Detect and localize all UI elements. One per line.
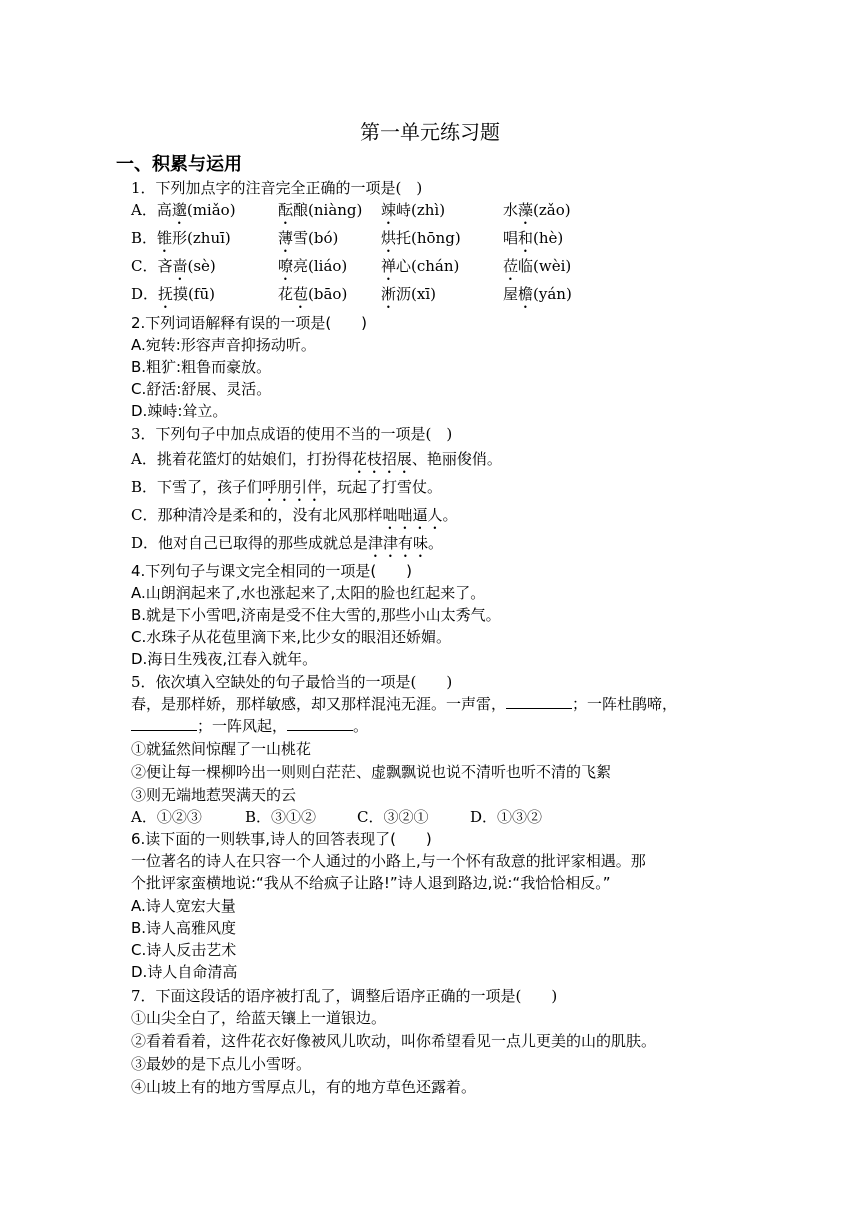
q5-text2: ；一阵杜鹃啼，: [572, 695, 678, 713]
q1-word-prefix: 花: [278, 285, 294, 303]
q7-stem: 7．下面这段话的语序被打乱了，调整后语序正确的一项是( ): [131, 987, 558, 1005]
q5-sentence-1: ①就猛然间惊醒了一山桃花: [131, 740, 312, 758]
q5-option-d: D．①③②: [470, 808, 543, 826]
q2-stem: 2.下列词语解释有误的一项是( ): [131, 314, 368, 332]
q3-a-tail: 、艳丽俊俏。: [411, 450, 502, 468]
q1-dotted-character: 禅: [381, 257, 397, 275]
q1-word-suffix: 沥(xī): [396, 285, 436, 303]
q2-option-a: A.宛转:形容声音抑扬动听。: [131, 336, 316, 354]
q5-blank-2: [131, 716, 197, 731]
q1-dotted-character: 酝: [278, 201, 294, 219]
q1-word-suffix: 酿(niàng): [293, 201, 363, 219]
q1-option-d-word-2: [278, 284, 347, 312]
q1-dotted-character: 薄: [278, 229, 294, 247]
page-title: 第一单元练习题: [360, 120, 500, 144]
q6-stem: 6.读下面的一则轶事,诗人的回答表现了( ): [131, 830, 432, 848]
q7-sentence-3: ③最妙的是下点儿小雪呀。: [131, 1055, 312, 1073]
q1-dotted-character: 嘹: [278, 257, 294, 275]
q5-option-c: C．③②①: [357, 808, 429, 826]
q4-stem: 4.下列句子与课文完全相同的一项是( ): [131, 562, 413, 580]
q1-dotted-character: 竦: [381, 201, 397, 219]
q1-option-a-word-3: [381, 200, 445, 228]
q1-option-a-word-1: [131, 200, 236, 228]
q6-option-d: D.诗人自命清高: [131, 963, 238, 981]
q1-option-b-word-1: [131, 228, 231, 256]
q1-word-suffix: 峙(zhì): [396, 201, 446, 219]
q1-option-a-word-4: [503, 200, 571, 228]
q3-option-c: [131, 505, 458, 533]
q4-option-c: C.水珠子从花苞里滴下来,比少女的眼泪还娇媚。: [131, 628, 452, 646]
q5-passage-line1: [131, 694, 677, 714]
q1-stem: 1．下列加点字的注音完全正确的一项是( ): [131, 179, 423, 197]
q1-word-prefix: C．吝: [131, 257, 173, 275]
q1-dotted-character: 檐: [518, 285, 534, 303]
q3-stem: 3．下列句子中加点成语的使用不当的一项是( ): [131, 425, 453, 443]
q3-option-b: [131, 477, 442, 505]
q1-option-b-word-3: [381, 228, 461, 256]
q1-dotted-character: 莅: [503, 257, 519, 275]
q1-option-b-word-2: [278, 228, 338, 256]
q5-blank-3: [287, 716, 353, 731]
q1-word-suffix: 托(hōng): [396, 229, 461, 247]
q5-option-b: B．③①②: [245, 808, 317, 826]
q1-dotted-character: 淅: [381, 285, 397, 303]
q6-passage-line2: 个批评家蛮横地说:“我从不给疯子让路!”诗人退到路边,说:“我恰恰相反。”: [131, 874, 611, 892]
q6-option-a: A.诗人宽宏大量: [131, 897, 236, 915]
q1-option-c-word-1: [131, 256, 216, 284]
q1-word-prefix: B．: [131, 229, 158, 247]
q3-b-idiom: 呼朋引伴: [262, 478, 323, 496]
q5-text4: 。: [353, 717, 369, 735]
q6-option-c: C.诗人反击艺术: [131, 941, 237, 959]
q6-passage-line1: 一位著名的诗人在只容一个人通过的小路上,与一个怀有敌意的批评家相遇。那: [131, 852, 646, 870]
q3-d-tail: 。: [428, 534, 444, 552]
q1-word-suffix: 形(zhuī): [172, 229, 231, 247]
q2-option-c: C.舒活:舒展、灵活。: [131, 380, 272, 398]
q1-word-prefix: 唱: [503, 229, 519, 247]
q3-d-idiom: 津津有味: [368, 534, 429, 552]
q3-c-text: C．那种清冷是柔和的，没有北风那样: [131, 506, 383, 524]
q1-word-suffix: 临(wèi): [518, 257, 572, 275]
q1-dotted-character: 邈: [171, 201, 187, 219]
q1-word-suffix: (miǎo): [186, 201, 236, 219]
q3-a-idiom: 花枝招展: [351, 450, 412, 468]
q1-word-suffix: 亮(liáo): [293, 257, 348, 275]
q3-b-text: B．下雪了，孩子们: [131, 478, 263, 496]
q1-word-prefix: 屋: [503, 285, 519, 303]
q1-option-a-word-2: [278, 200, 362, 228]
section-heading: 一、积累与运用: [116, 154, 242, 175]
q3-a-text: A．挑着花篮灯的姑娘们，打扮得: [131, 450, 352, 468]
q3-c-idiom: 咄咄逼人: [382, 506, 443, 524]
q1-option-c-word-4: [503, 256, 571, 284]
q1-dotted-character: 抚: [158, 285, 174, 303]
q3-option-d: [131, 533, 443, 561]
q6-option-b: B.诗人高雅风度: [131, 919, 237, 937]
q1-word-suffix: (bāo): [308, 285, 348, 303]
q3-c-tail: 。: [442, 506, 458, 524]
q1-option-b-word-4: [503, 228, 563, 256]
q1-option-d-word-1: [131, 284, 215, 312]
q5-option-a: A．①②③: [131, 808, 202, 826]
q2-option-b: B.粗犷:粗鲁而豪放。: [131, 358, 272, 376]
q3-d-text: D．他对自己已取得的那些成就总是: [131, 534, 369, 552]
q1-dotted-character: 苞: [293, 285, 309, 303]
q1-word-suffix: (sè): [187, 257, 216, 275]
q5-sentence-2: ②便让每一棵柳吟出一则则白茫茫、虚飘飘说也说不清听也听不清的飞絮: [131, 763, 612, 781]
q1-dotted-character: 啬: [172, 257, 188, 275]
q4-option-d: D.海日生残夜,江春入就年。: [131, 650, 318, 668]
q1-word-suffix: 心(chán): [396, 257, 460, 275]
q1-word-prefix: 水: [503, 201, 519, 219]
q1-word-prefix: D．: [131, 285, 159, 303]
q1-option-c-word-2: [278, 256, 347, 284]
q1-word-suffix: (hè): [533, 229, 564, 247]
q4-option-b: B.就是下小雪吧,济南是受不住大雪的,那些小山太秀气。: [131, 606, 501, 624]
q3-option-a: [131, 449, 502, 477]
q2-option-d: D.竦峙:耸立。: [131, 402, 228, 420]
q3-b-tail: ，玩起了打雪仗。: [322, 478, 443, 496]
q1-word-suffix: 雪(bó): [293, 229, 339, 247]
q1-word-suffix: (yán): [533, 285, 572, 303]
q5-text1: 春，是那样娇，那样敏感，却又那样混沌无涯。一声雷，: [131, 695, 507, 713]
q1-word-suffix: 摸(fū): [173, 285, 215, 303]
q5-sentence-3: ③则无端地惹哭满天的云: [131, 786, 297, 804]
q7-sentence-1: ①山尖全白了，给蓝天镶上一道银边。: [131, 1009, 387, 1027]
q5-passage-line2: [131, 716, 368, 736]
q1-option-d-word-3: [381, 284, 436, 312]
q5-blank-1: [506, 694, 572, 709]
q1-word-prefix: A．高: [131, 201, 172, 219]
q7-sentence-4: ④山坡上有的地方雪厚点儿，有的地方草色还露着。: [131, 1078, 477, 1096]
q1-option-c-word-3: [381, 256, 459, 284]
q1-word-suffix: (zǎo): [533, 201, 571, 219]
q5-text3: ；一阵风起，: [197, 717, 288, 735]
q1-dotted-character: 和: [518, 229, 534, 247]
q1-dotted-character: 锥: [157, 229, 173, 247]
q1-dotted-character: 藻: [518, 201, 534, 219]
q5-stem: 5．依次填入空缺处的句子最恰当的一项是( ): [131, 673, 453, 691]
q4-option-a: A.山朗润起来了,水也涨起来了,太阳的脸也红起来了。: [131, 584, 486, 602]
q7-sentence-2: ②看着看着，这件花衣好像被风儿吹动，叫你希望看见一点儿更美的山的肌肤。: [131, 1032, 657, 1050]
q1-option-d-word-4: [503, 284, 572, 312]
q1-dotted-character: 烘: [381, 229, 397, 247]
